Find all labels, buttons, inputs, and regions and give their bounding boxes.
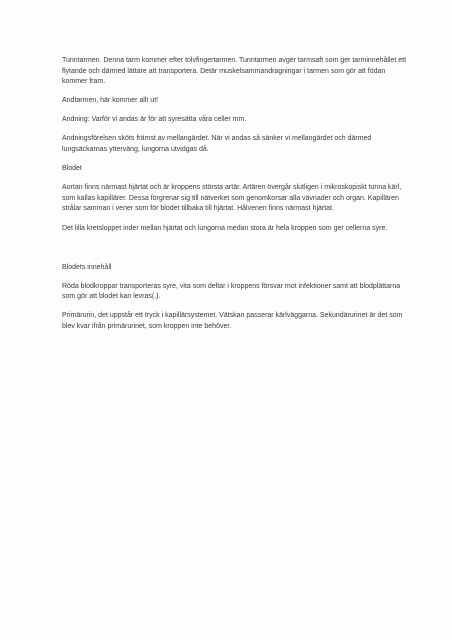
- paragraph-aortan: Aortan finns närmast hjärtat och är kroppens största artär. Artären övergår slutligen i mikroskopiskt tunna kärl, som kallas kapillärer. Dessa förgrenar sig till nätverket som genomkorsar alla vävnader och organ. Kapillären strålar samman i vener som för blodet tillbaka till hjärtat. Hålvenen finns närmast hjärtat.: [62, 184, 402, 213]
- paragraph-andtarmen: Andtarmen, här kommer allt ut!: [62, 97, 159, 105]
- heading-blodet: Blodet: [62, 165, 82, 173]
- paragraph-andning: Andning: Varför vi andas är för att syresätta våra celler mm.: [62, 116, 247, 124]
- paragraph-primarurin: Primärurin, det uppstår ett tryck i kapillärsystemet. Vätskan passerar kärlväggarna. Sekundärurinet är det som blev kvar ifrån primärurinet, som kroppen inte behöver.: [62, 312, 403, 330]
- paragraph-roda-blodkroppar: Röda blodkroppar transporteras syre, vita som deltar i kroppens försvar mot infektioner samt att blodplättarna som gör att blodet kan levras(.).: [62, 282, 401, 301]
- section-spacer: [62, 243, 408, 263]
- heading-blodets-innehall: Blodets innehåll: [62, 263, 112, 271]
- paragraph-tunntarmen: Tunntarmen. Denna tarm kommer efter tolvfingertarmen. Tunntarmen avger tarmsaft som ger tarminnehållet ett flytande och därmed lättare att transportera. Detär muskelsammandragningar i tarmen som gör att födan kommer fram.: [62, 57, 407, 86]
- paragraph-kretslopp: Det lilla kretsloppet inder mellan hjärtat och lungorna medan stora är hela kroppen som ger cellerna syre.: [62, 224, 388, 232]
- paragraph-andningsforelsen: Andningsförelsen sköts främst av mellangärdet. När vi andas så sänker vi mellangärdet och därmed lungsäckarnas ytterväng, lungorna utvidgas då.: [62, 135, 372, 154]
